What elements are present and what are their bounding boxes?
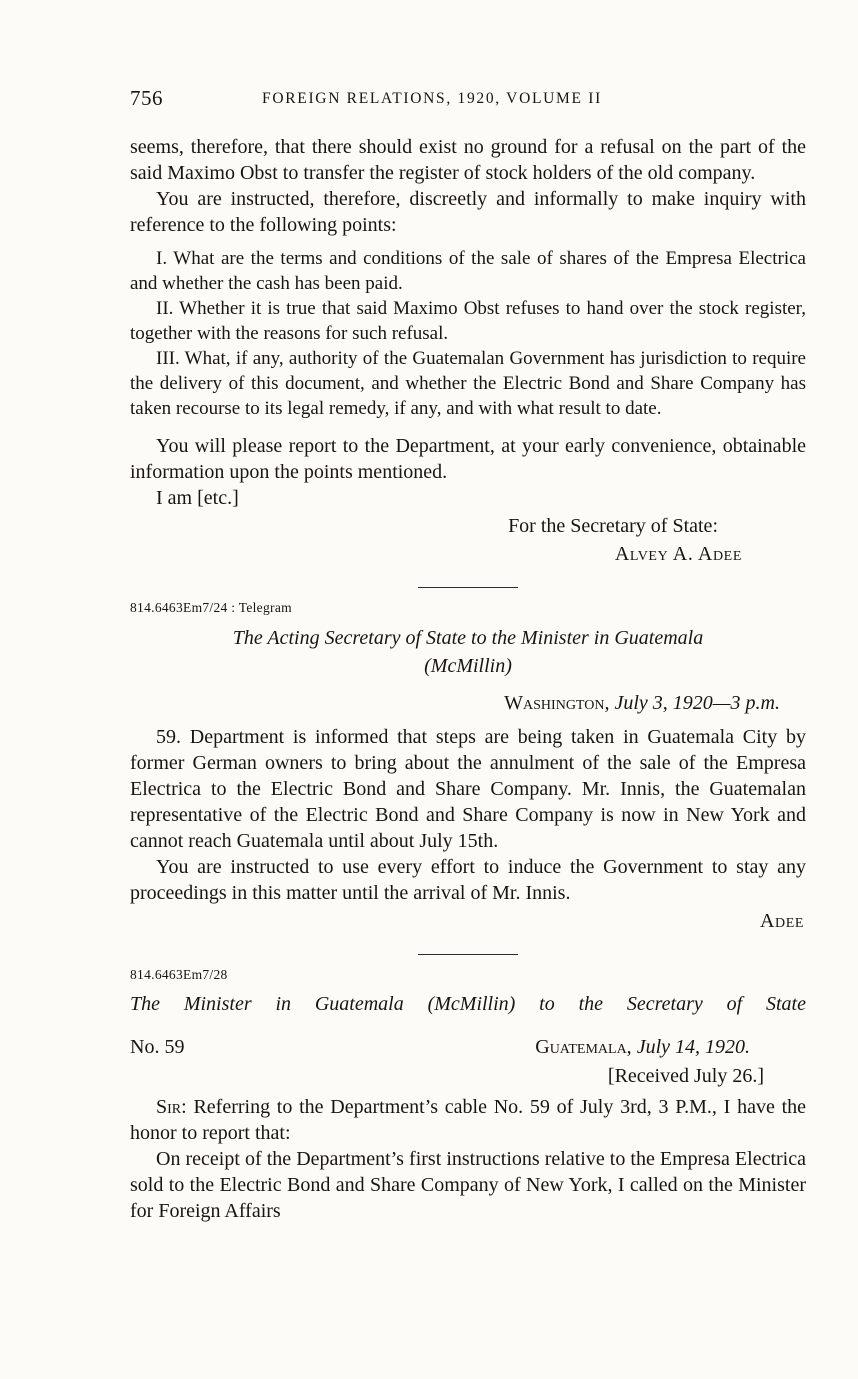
inquiry-point-3: III. What, if any, authority of the Guatemalan Government has jurisdiction to require the delivery of this document, and whether the Electric Bond and Share Company has taken recourse to its legal remedy, if any, and with what result to date. — [130, 348, 806, 419]
running-title: FOREIGN RELATIONS, 1920, VOLUME II — [262, 90, 602, 107]
salutation: Sir: — [156, 1096, 187, 1118]
inquiry-points — [130, 246, 806, 421]
running-header — [130, 86, 806, 112]
document-heading: The Minister in Guatemala (McMillin) to the Secretary of State — [130, 993, 806, 1015]
page-number: 756 — [130, 86, 163, 110]
inquiry-point-1: I. What are the terms and conditions of the sale of shares of the Empresa Electrica and whether the cash has been paid. — [130, 248, 806, 294]
heading-line-1: The Acting Secretary of State to the Minister in Guatemala — [232, 627, 704, 649]
inquiry-point-2: II. Whether it is true that said Maximo Obst refuses to hand over the stock register, together with the reasons for such refusal. — [130, 298, 806, 344]
received-line: [Received July 26.] — [607, 1065, 764, 1087]
section-divider-rule — [418, 954, 518, 955]
dateline-place: Guatemala, — [535, 1036, 632, 1058]
dateline-date: July 14, 1920. — [636, 1036, 750, 1058]
telegram-paragraph-2: You are instructed to use every effort to induce the Government to stay any proceedings in this matter until the arrival of Mr. Innis. — [130, 856, 806, 904]
telegram-section — [130, 600, 806, 934]
closing-line: For the Secretary of State: — [508, 515, 718, 537]
paragraph-report-request: You will please report to the Department, at your early convenience, obtainable information upon the points mentioned. — [130, 435, 806, 483]
dateline — [130, 690, 806, 716]
signature-adee: Adee — [759, 910, 804, 932]
paragraph-instruction: You are instructed, therefore, discreetly and informally to make inquiry with reference to the following points: — [130, 188, 806, 236]
paragraph-continuation: seems, therefore, that there should exist no ground for a refusal on the part of the said Maximo Obst to transfer the register of stock holders of the old company. — [130, 136, 806, 184]
minister-letter-section — [130, 967, 806, 1224]
letter-paragraph-2: On receipt of the Department’s first instructions relative to the Empresa Electrica sold to the Electric Bond and Share Company of New York, I called on the Minister for Foreign Affairs — [130, 1148, 806, 1222]
paragraph-iam: I am [etc.] — [156, 487, 239, 509]
file-reference: 814.6463Em7/28 — [130, 967, 228, 982]
dateline-date: July 3, 1920—3 p.m. — [614, 692, 780, 714]
page-content — [130, 86, 806, 1224]
section-divider-rule — [418, 587, 518, 588]
signature-alvey-adee: Alvey A. Adee — [614, 543, 742, 565]
heading-line-2: (McMillin) — [424, 655, 512, 677]
dateline — [535, 1034, 806, 1061]
document-heading — [140, 624, 796, 680]
document-number: No. 59 — [130, 1036, 185, 1058]
file-reference: 814.6463Em7/24 : Telegram — [130, 600, 292, 615]
letter-paragraph-1 — [130, 1094, 806, 1146]
dateline-place: Washington, — [504, 692, 610, 714]
salutation-paragraph-text: Referring to the Department’s cable No. 59 of July 3rd, 3 P.M., I have the honor to report that: — [130, 1096, 806, 1144]
telegram-paragraph-1: 59. Department is informed that steps are being taken in Guatemala City by former German owners to bring about the annulment of the sale of the Empresa Electrica to the Electric Bond and Share Company. Mr. Innis, the Guatemalan representative of the Electric Bond and Share Company is now in New York and cannot reach Guatemala until about July 15th. — [130, 726, 806, 852]
letter-conclusion-section — [130, 134, 806, 567]
document-number-line — [130, 1034, 806, 1061]
